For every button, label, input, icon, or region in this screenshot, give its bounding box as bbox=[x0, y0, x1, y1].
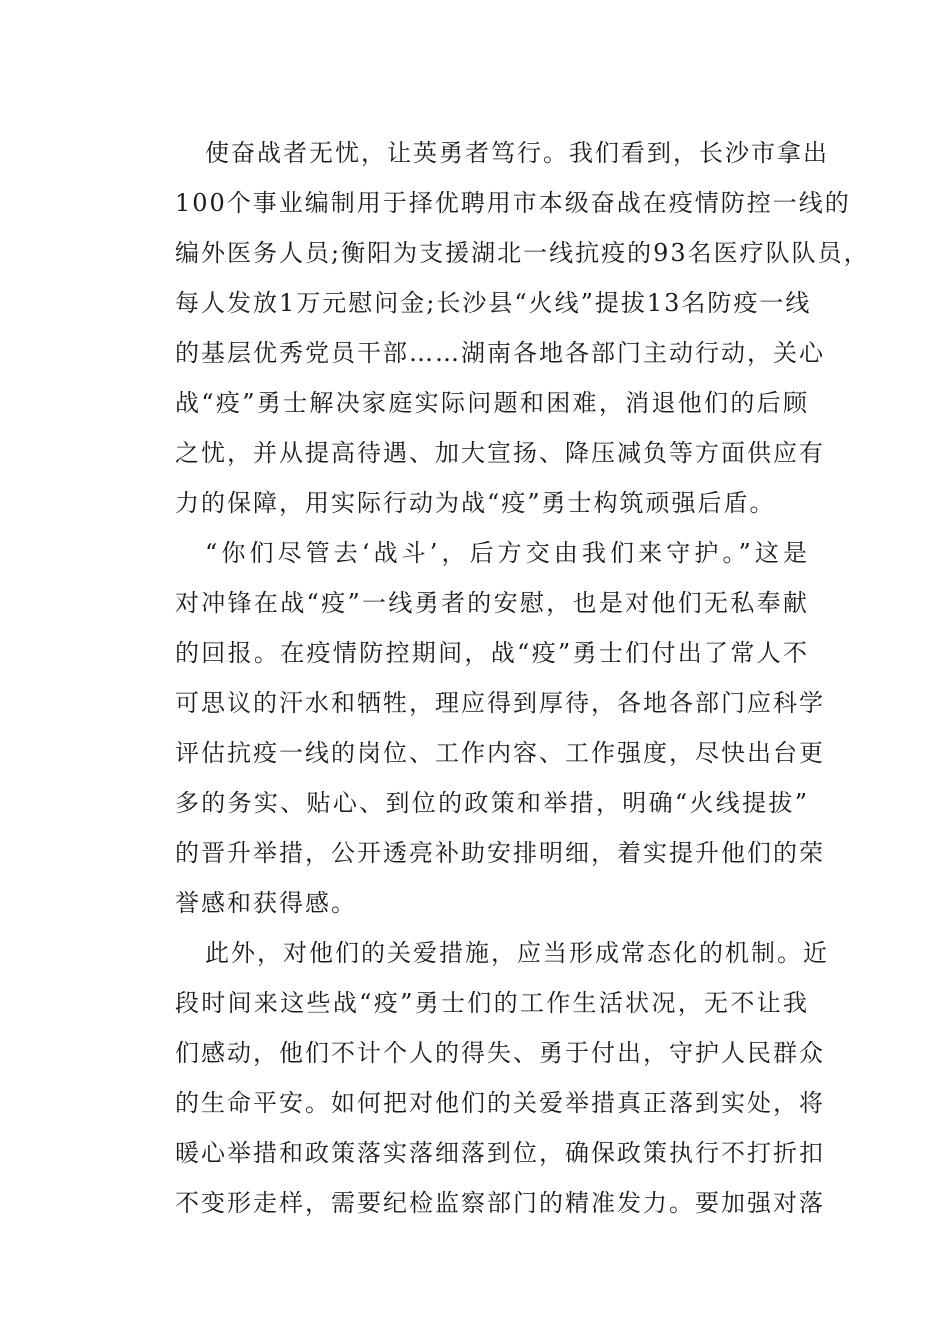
text-line: 每人发放1万元慰问金;长沙县“火线”提拔13名防疫一线 bbox=[175, 289, 812, 317]
paragraph-3 bbox=[145, 928, 829, 1228]
text-line: 评估抗疫一线的岗位、工作内容、工作强度，尽快出台更 bbox=[175, 739, 825, 767]
text-line: 战“疫”勇士解决家庭实际问题和困难，消退他们的后顾 bbox=[175, 389, 809, 417]
document-body bbox=[145, 128, 870, 1228]
text-line: 多的务实、贴心、到位的政策和举措，明确“火线提拔” bbox=[175, 789, 809, 817]
text-line: 的回报。在疫情防控期间，战“疫”勇士们付出了常人不 bbox=[175, 639, 809, 667]
text-line: 誉感和获得感。 bbox=[175, 889, 357, 917]
text-line: 的基层优秀党员干部……湖南各地各部门主动行动，关心 bbox=[175, 339, 825, 367]
text-line: 编外医务人员;衡阳为支援湖北一线抗疫的93名医疗队队员， bbox=[175, 239, 870, 267]
text-line: 的生命平安。如何把对他们的关爱举措真正落到实处，将 bbox=[175, 1089, 825, 1117]
text-line: 的晋升举措，公开透亮补助安排明细，着实提升他们的荣 bbox=[175, 839, 825, 867]
text-line: 此外，对他们的关爱措施，应当形成常态化的机制。近 bbox=[205, 939, 829, 967]
text-line: 对冲锋在战“疫”一线勇者的安慰，也是对他们无私奉献 bbox=[175, 589, 809, 617]
text-line: 不变形走样，需要纪检监察部门的精准发力。要加强对落 bbox=[175, 1189, 825, 1217]
text-line: 使奋战者无忧，让英勇者笃行。我们看到，长沙市拿出 bbox=[205, 139, 829, 167]
text-line: 暖心举措和政策落实落细落到位，确保政策执行不打折扣 bbox=[175, 1139, 825, 1167]
text-line: 们感动，他们不计个人的得失、勇于付出，守护人民群众 bbox=[175, 1039, 825, 1067]
text-line: “你们尽管去‘战斗’，后方交由我们来守护。”这是 bbox=[205, 539, 809, 567]
text-line: 100个事业编制用于择优聘用市本级奋战在疫情防控一线的 bbox=[175, 189, 851, 217]
text-line: 力的保障，用实际行动为战“疫”勇士构筑顽强后盾。 bbox=[175, 489, 776, 517]
text-line: 段时间来这些战“疫”勇士们的工作生活状况，无不让我 bbox=[175, 989, 809, 1017]
paragraph-1 bbox=[145, 128, 870, 528]
paragraph-2 bbox=[145, 528, 825, 928]
text-line: 可思议的汗水和牺牲，理应得到厚待，各地各部门应科学 bbox=[175, 689, 825, 717]
text-line: 之忧，并从提高待遇、加大宣扬、降压减负等方面供应有 bbox=[175, 439, 825, 467]
